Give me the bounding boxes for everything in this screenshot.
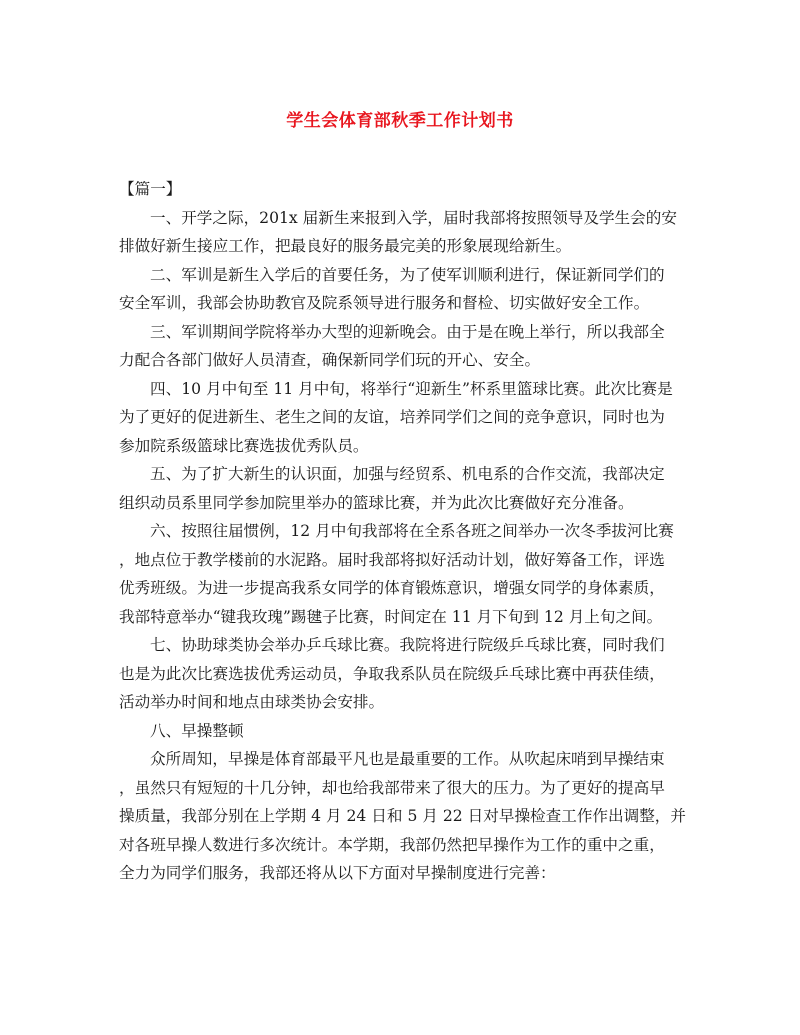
text-line: ，地点位于教学楼前的水泥路。届时我部将拟好活动计划，做好筹备工作，评选 [119,550,665,569]
text-line: 对各班早操人数进行多次统计。本学期，我部仍然把早操作为工作的重中之重， [119,835,665,854]
text-line: 四、10 月中旬至 11 月中旬，将举行“迎新生”杯系里篮球比赛。此次比赛是 [150,379,673,398]
text-line: 为了更好的促进新生、老生之间的友谊，培养同学们之间的竞争意识，同时也为 [119,408,665,426]
text-line: 安全军训，我部会协助教官及院系领导进行服务和督检、切实做好安全工作。 [119,294,650,312]
text-line: 也是为此次比赛选拔优秀运动员，争取我系队员在院级乒乓球比赛中再获佳绩， [119,664,665,683]
text-line: 七、协助球类协会举办乒乓球比赛。我院将进行院级乒乓球比赛，同时我们 [150,636,665,654]
text-line: 优秀班级。为进一步提高我系女同学的体育锻炼意识，增强女同学的身体素质， [119,579,665,597]
text-line: 众所周知，早操是体育部最平凡也是最重要的工作。从吹起床哨到早操结束 [150,750,665,768]
text-line: 三、军训期间学院将举办大型的迎新晚会。由于是在晚上举行，所以我部全 [150,322,665,341]
text-line: 二、军训是新生入学后的首要任务，为了使军训顺利进行，保证新同学们的 [150,265,665,284]
text-line: ，虽然只有短短的十几分钟，却也给我部带来了很大的压力。为了更好的提高早 [119,778,665,797]
text-line: 操质量，我部分别在上学期 4 月 24 日和 5 月 22 日对早操检查工作作出调整，并 [119,807,686,825]
text-line: 八、早操整顿 [150,721,244,740]
text-line: 五、为了扩大新生的认识面，加强与经贸系、机电系的合作交流，我部决定 [150,465,665,483]
section-heading: 【篇一】 [119,180,182,198]
text-line: 参加院系级篮球比赛选拔优秀队员。 [119,436,369,455]
text-line: 全力为同学们服务，我部还将从以下方面对早操制度进行完善： [119,864,556,882]
document-body [119,175,689,888]
document-title: 学生会体育部秋季工作计划书 [286,111,514,131]
text-line: 活动举办时间和地点由球类协会安排。 [119,693,385,711]
text-line: 一、开学之际，201x 届新生来报到入学，届时我部将按照领导及学生会的安 [150,208,677,227]
text-line: 我部特意举办“键我玫瑰”踢毽子比赛，时间定在 11 月下旬到 12 月上旬之间。 [119,607,663,626]
text-line: 排做好新生接应工作，把最良好的服务最完美的形象展现给新生。 [119,237,572,255]
text-line: 六、按照往届惯例，12 月中旬我部将在全系各班之间举办一次冬季拔河比赛 [150,522,674,540]
text-line: 力配合各部门做好人员清查，确保新同学们玩的开心、安全。 [119,351,541,369]
text-line: 组织动员系里同学参加院里举办的篮球比赛，并为此次比赛做好充分准备。 [119,493,634,512]
